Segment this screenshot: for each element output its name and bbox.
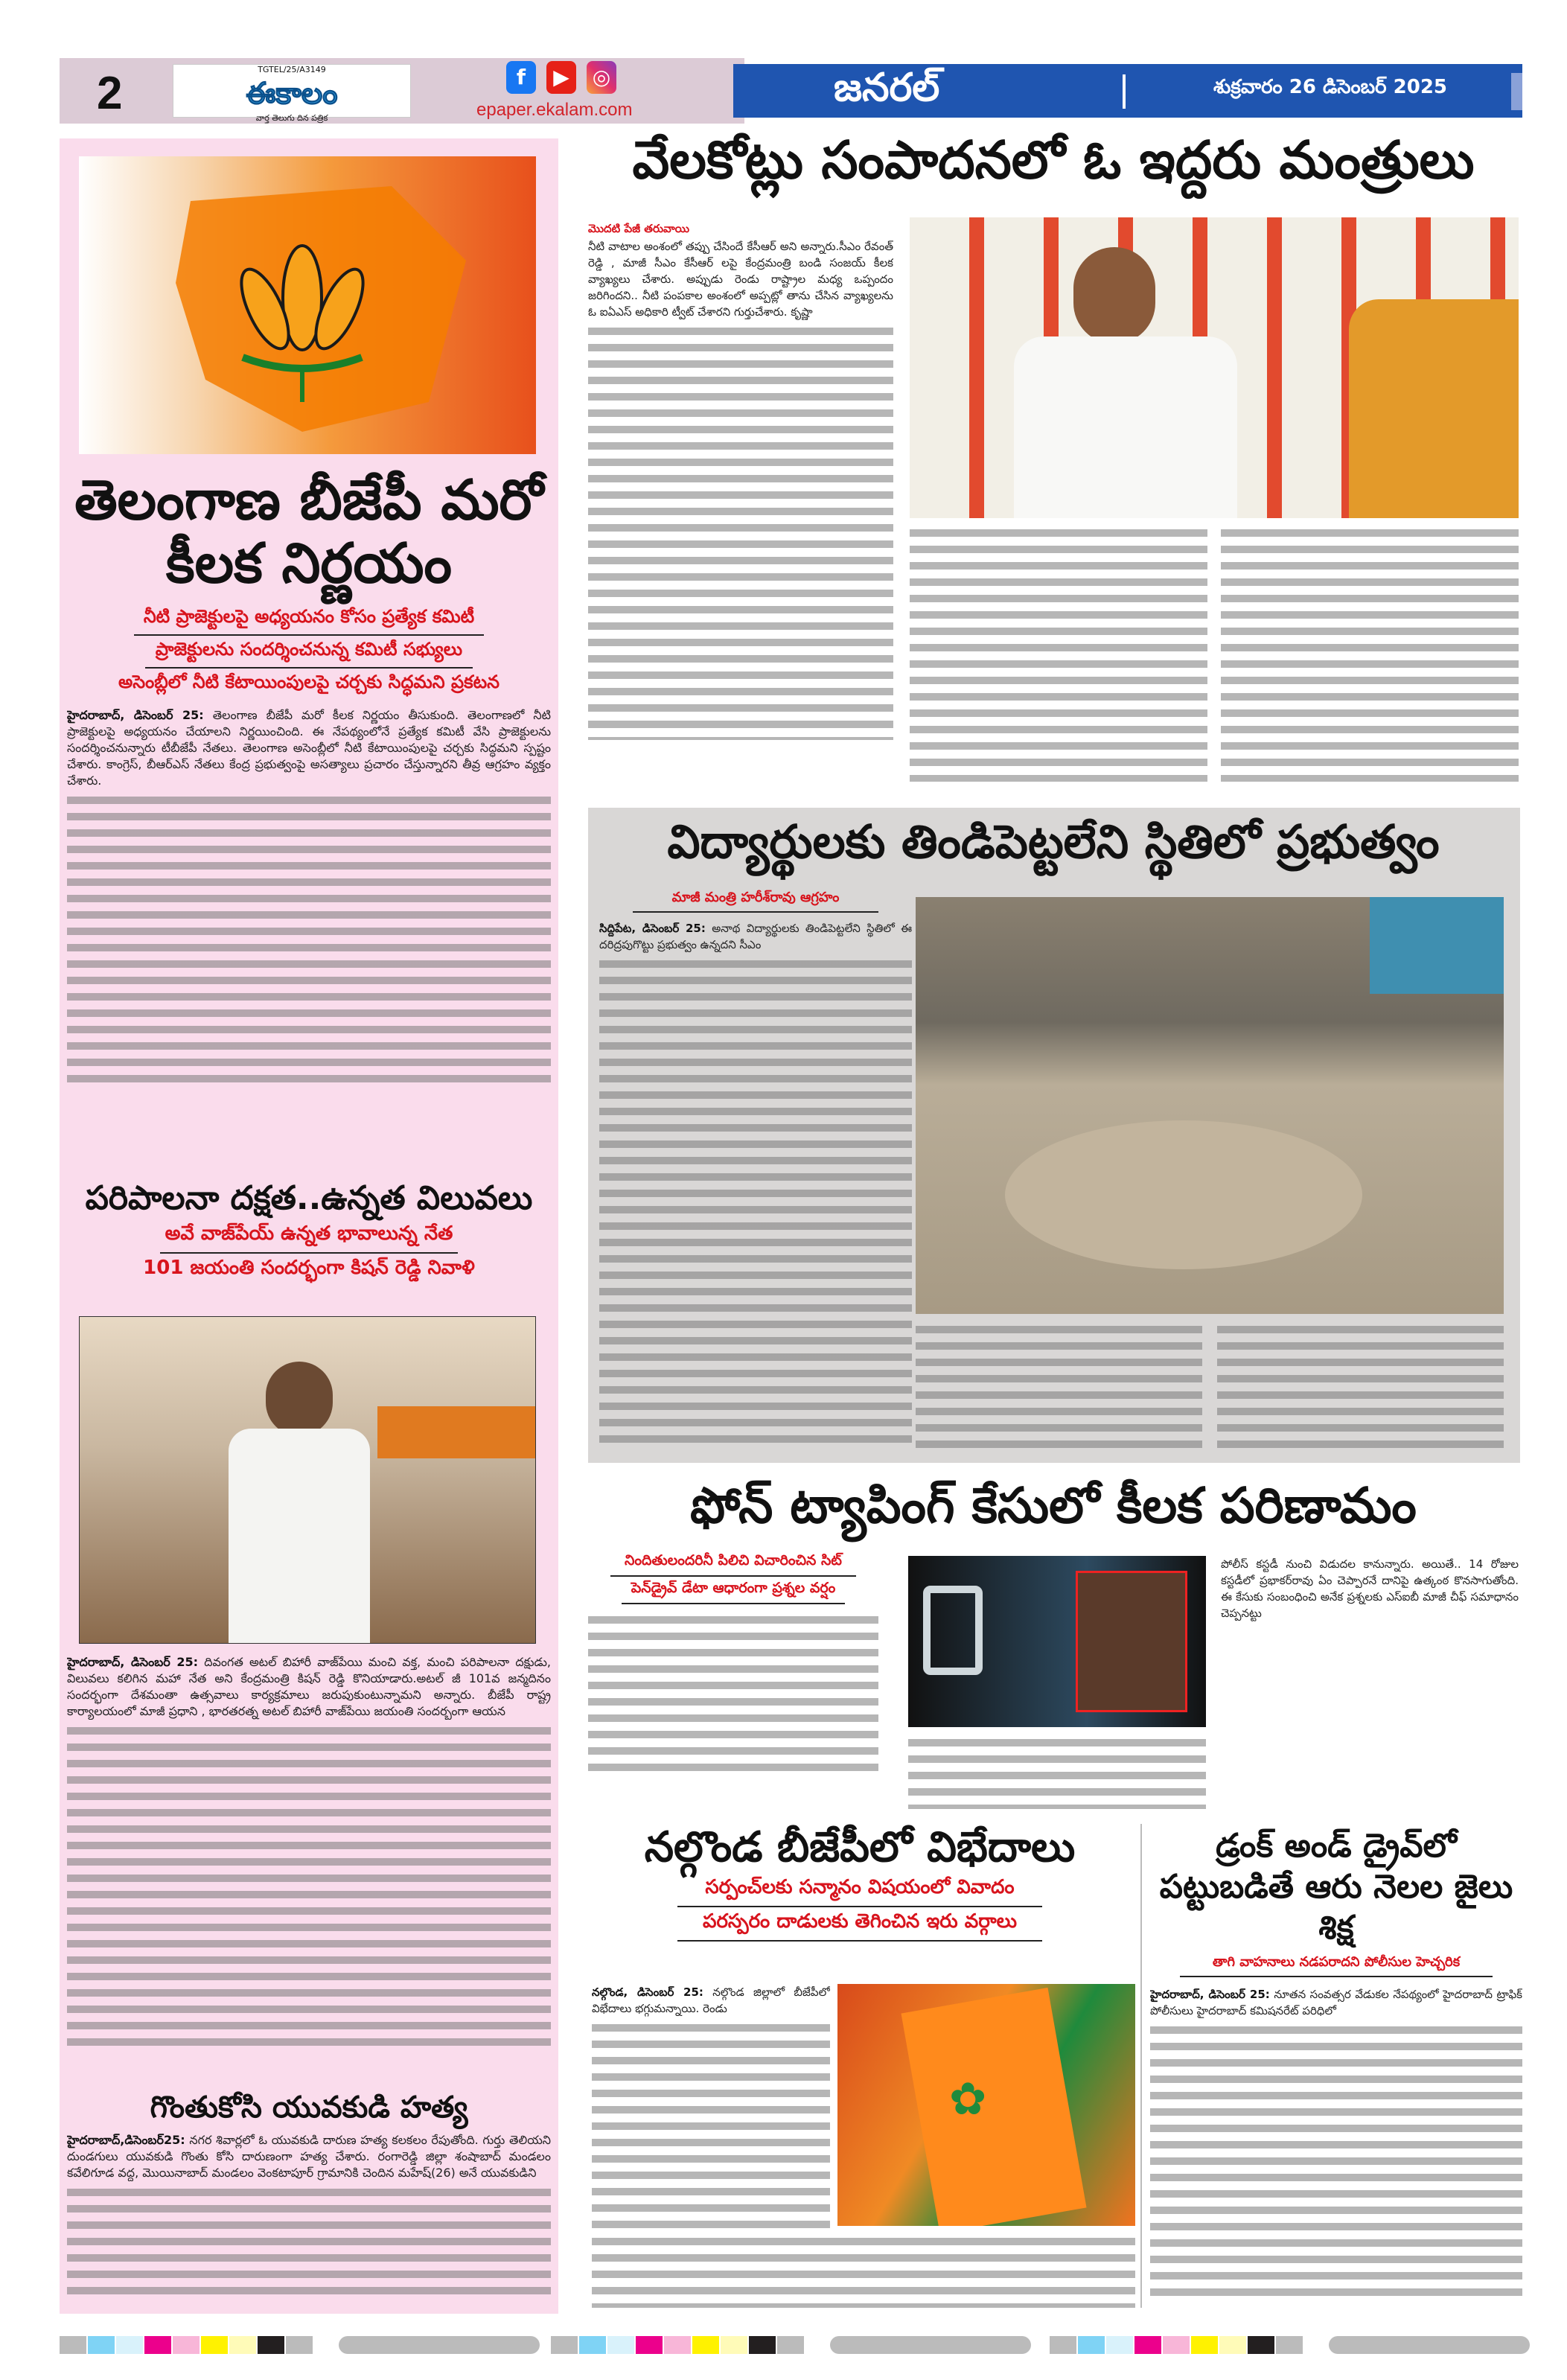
dateline: సిద్దిపేట, డిసెంబర్ 25: <box>599 922 706 935</box>
column-divider <box>1140 1824 1142 2308</box>
divider <box>1180 1976 1493 1977</box>
article-text: నల్గొండ జిల్లాలో బీజేపీలో విభేదాలు భగ్గుమన్నాయి. రెండు <box>592 1985 830 2015</box>
divider <box>145 667 473 669</box>
color-swatch <box>1248 2336 1274 2354</box>
color-swatch <box>607 2336 634 2354</box>
color-swatch <box>636 2336 663 2354</box>
article-text-col2 <box>916 1321 1202 1452</box>
divider <box>677 1940 1042 1942</box>
color-swatch <box>1276 2336 1303 2354</box>
subheadline: పెన్‌డ్రైవ్ డేటా ఆధారంగా ప్రశ్నల వర్షం <box>631 1580 836 1596</box>
color-swatch <box>692 2336 719 2354</box>
article-body <box>67 2132 551 2181</box>
article-text: దివంగత అటల్ బిహారీ వాజ్‌పేయి మంచి వక్త, మంచి పరిపాలనా దక్షుడు, విలువలు కలిగిన మహా నేత అని కేంద్రమంత్రి కిషన్ రెడ్డి కొనియాడారు.అటల్ జీ 101వ జన్మదినం సందర్భంగా దేశమంతా ఉత్సవాలు కార్యక్రమాలు జరుపుకుంటున్నామని అన్నారు. బీజేపీ రాష్ట్ర కార్యాలయంలో మాజీ ప్రధాని , భారతరత్న అటల్ బిహారీ వాజ్‌పేయి జయంతి సందర్భంగా ఆయన <box>67 1655 551 1718</box>
gray-pill <box>830 2336 1031 2354</box>
divider <box>134 634 484 636</box>
dateline: హైదరాబాద్, డిసెంబర్ 25: <box>67 708 204 723</box>
gray-pill <box>1329 2336 1530 2354</box>
article-text-col2 <box>910 525 1207 782</box>
article-text <box>588 1612 878 1776</box>
subheadline: మాజీ మంత్రి హరీశ్‌రావు ఆగ్రహం <box>671 890 840 905</box>
article-text-continued <box>588 323 893 740</box>
color-swatch <box>60 2336 86 2354</box>
color-swatch <box>721 2336 747 2354</box>
social-icons <box>506 61 616 94</box>
kicker: మొదటి పేజీ తరువాయి <box>588 222 690 235</box>
color-swatch <box>173 2336 200 2354</box>
color-swatch <box>144 2336 171 2354</box>
color-swatch <box>229 2336 256 2354</box>
color-swatch <box>201 2336 228 2354</box>
article-text-col3 <box>1221 525 1519 782</box>
article-body <box>1150 1986 1522 2019</box>
subheadline: అవే వాజ్‌పేయ్ ఉన్నత భావాలున్న నేత <box>165 1222 453 1245</box>
headline-drunk-drive[interactable]: డ్రంక్ అండ్ డ్రైవ్‌లో పట్టుబడితే ఆరు నెలల జైలు శిక్ష <box>1159 1827 1513 1947</box>
bar-stub <box>1511 73 1522 110</box>
color-swatch <box>116 2336 143 2354</box>
students-meal-photo <box>916 897 1504 1314</box>
subheadline: ప్రాజెక్టులను సందర్శించనున్న కమిటీ సభ్యులు <box>155 639 463 660</box>
article-text-continued <box>67 792 551 1082</box>
article-body: పోలీస్ కస్టడీ నుంచి విడుదల కానున్నారు. అయితే.. 14 రోజుల కస్టడీలో ప్రభాకర్‌రావు ఏం చెప్పారనే దానిపై ఉత్కంఠ కొనసాగుతోంది. ఈ కేసుకు సంబంధించి అనేక ప్రశ్నలకు ఎస్ఐబీ మాజీ చీఫ్ సమాధానం చెప్పనట్టు <box>1221 1557 1519 1620</box>
divider <box>622 1603 845 1604</box>
bandi-sanjay-photo <box>910 217 1519 518</box>
bjp-telangana-image <box>79 156 536 454</box>
bjp-flag-photo <box>837 1984 1135 2226</box>
article-text-continued <box>592 2233 1135 2308</box>
page-number: 2 <box>97 68 123 119</box>
dateline: హైదరాబాద్, డిసెంబర్ 25: <box>67 1655 199 1669</box>
headline-ministers[interactable]: వేలకోట్లు సంపాదనలో ఓ ఇద్దరు మంత్రులు <box>632 130 1475 191</box>
color-swatch <box>1106 2336 1133 2354</box>
article-text-continued <box>599 956 912 1447</box>
subheadline: 101 జయంతి సందర్భంగా కిషన్ రెడ్డి నివాళి <box>143 1256 475 1279</box>
article-text-continued <box>592 2020 830 2236</box>
article-text-col2 <box>908 1735 1206 1809</box>
color-swatch <box>749 2336 776 2354</box>
gray-pill <box>339 2336 540 2354</box>
color-swatch <box>777 2336 804 2354</box>
subheadline: నిందితులందరినీ పిలిచి విచారించిన సిట్ <box>625 1552 842 1569</box>
reg-number: TGTEL/25/A3149 <box>258 65 326 74</box>
headline-telangana-bjp[interactable]: తెలంగాణ బీజేపీ మరో కీలక నిర్ణయం <box>74 468 543 596</box>
color-swatch <box>1050 2336 1076 2354</box>
logo-tagline: వార్త తెలుగు దిన పత్రిక <box>255 113 328 123</box>
logo-text: ఈకాలం <box>246 77 338 111</box>
article-body <box>599 920 912 953</box>
article-text: తెలంగాణ బీజేపీ మరో కీలక నిర్ణయం తీసుకుంది. తెలంగాణలో నీటి ప్రాజెక్టులపై అధ్యయనం చేయాలని నిర్ణయించింది. ఈ నేపథ్యంలోనే ప్రత్యేక కమిటీ వేసి ప్రాజెక్టులను సందర్శించనున్నారు టీబీజేపీ నేతలు. తెలంగాణ అసెంబ్లీలో నీటి కేటాయింపులపై చర్చకు సిద్ధమని స్పష్టం చేశారు. కాంగ్రెస్, బీఆర్ఎస్ నేతలు కేంద్ర ప్రభుత్వంపై అసత్యాలు ప్రచారం చేస్తున్నారని తీవ్ర ఆగ్రహం వ్యక్తం చేశారు. <box>67 708 551 788</box>
article-text: అనాథ విద్యార్థులకు తిండిపెట్టలేని స్థితిలో ఈ దరిద్రపుగొట్టు ప్రభుత్వం ఉన్నదని సీఎం <box>599 922 912 951</box>
divider <box>610 1575 856 1577</box>
color-swatch <box>1134 2336 1161 2354</box>
headline-students[interactable]: విద్యార్థులకు తిండిపెట్టలేని స్థితిలో ప్రభుత్వం <box>667 814 1440 869</box>
color-swatch <box>1191 2336 1218 2354</box>
color-swatch <box>1219 2336 1246 2354</box>
issue-date: శుక్రవారం 26 డిసెంబర్ 2025 <box>1213 76 1448 98</box>
subheadline: తాగి వాహనాలు నడపరాదని పోలీసుల హెచ్చరిక <box>1212 1954 1461 1970</box>
headline-vajpayee[interactable]: పరిపాలనా దక్షత..ఉన్నత విలువలు <box>85 1179 533 1217</box>
divider <box>1123 74 1126 109</box>
article-body <box>592 1984 830 2017</box>
color-swatch <box>258 2336 284 2354</box>
subheadline: సర్పంచ్‌లకు సన్మానం విషయంలో వివాదం <box>705 1876 1015 1899</box>
section-title: జనరల్ <box>834 66 940 110</box>
article-text-continued <box>1150 2022 1522 2305</box>
article-text: నూతన సంవత్సర వేడుకల నేపథ్యంలో హైదరాబాద్ ట్రాఫిక్ పోలీసులు హైదరాబాద్ కమిషనరేట్ పరిధిలో <box>1150 1988 1522 2017</box>
headline-phone-tapping[interactable]: ఫోన్ ట్యాపింగ్ కేసులో కీలక పరిణామం <box>690 1477 1417 1534</box>
color-swatch <box>664 2336 691 2354</box>
color-swatch <box>1078 2336 1105 2354</box>
article-text-continued <box>67 1723 551 2050</box>
article-body <box>67 707 551 789</box>
newspaper-logo[interactable] <box>173 64 411 123</box>
divider <box>160 1252 458 1254</box>
headline-nalgonda[interactable]: నల్గొండ బీజేపీలో విభేదాలు <box>644 1823 1076 1872</box>
color-swatch <box>286 2336 313 2354</box>
youtube-icon[interactable]: ▶ <box>546 61 576 94</box>
article-text: నగర శివార్లలో ఓ యువకుడి దారుణ హత్య కలకలం రేపుతోంది. గుర్తు తెలియని దుండగులు యువకుడి గొంతు కోసి దారుణంగా హత్య చేశారు. రంగారెడ్డి జిల్లా శంషాబాద్ మండలం కవేలిగూడ వద్ద, మొయినాబాద్ మండలం వెంకటాపూర్ గ్రామానికి చెందిన మహేష్(26) అనే యువకుడిని <box>67 2133 551 2180</box>
article-body <box>67 1654 551 1720</box>
divider <box>633 911 878 913</box>
instagram-icon[interactable]: ◎ <box>587 61 616 94</box>
subheadline: నీటి ప్రాజెక్టులపై అధ్యయనం కోసం ప్రత్యేక కమిటీ <box>143 606 475 628</box>
color-swatch <box>579 2336 606 2354</box>
color-swatch <box>551 2336 578 2354</box>
bjp-flag-lotus-icon: ✿ <box>949 2073 987 2125</box>
phone-tapping-photo <box>908 1556 1206 1727</box>
subheadline: పరస్పరం దాడులకు తెగించిన ఇరు వర్గాలు <box>703 1910 1017 1933</box>
facebook-icon[interactable]: f <box>506 61 536 94</box>
lotus-icon <box>79 156 536 454</box>
dateline: నల్గొండ, డిసెంబర్ 25: <box>592 1985 703 1999</box>
article-text-col3 <box>1217 1321 1504 1452</box>
article-text-continued <box>67 2184 551 2296</box>
website-link[interactable]: epaper.ekalam.com <box>476 100 633 120</box>
color-swatch <box>88 2336 115 2354</box>
dateline: హైదరాబాద్,డిసెంబర్25: <box>67 2133 185 2147</box>
headline-murder[interactable]: గొంతుకోసి యువకుడి హత్య <box>150 2090 468 2125</box>
kishan-reddy-photo <box>79 1316 536 1644</box>
subheadline: అసెంబ్లీలో నీటి కేటాయింపులపై చర్చకు సిద్ధమని ప్రకటన <box>118 671 500 693</box>
article-body: నీటి వాటాల అంశంలో తప్పు చేసిందే కేసీఆర్ అని అన్నారు.సీఎం రేవంత్ రెడ్డి , మాజీ సీఎం కేసీఆర్ లపై కేంద్రమంత్రి బండి సంజయ్ కీలక వ్యాఖ్యలు చేశారు. అప్పుడు రెండు రాష్ట్రాల మధ్య ఒప్పందం జరిగిందని.. నీటి పంపకాల అంశంలో అప్పట్లో తాను చేసిన వ్యాఖ్యలను ఓ ఐఏఎస్ అధికారి ట్వీట్ చేశారని గుర్తుచేశారు. కృష్ణా <box>588 240 893 319</box>
divider <box>677 1906 1042 1907</box>
color-swatch <box>1163 2336 1190 2354</box>
dateline: హైదరాబాద్, డిసెంబర్ 25: <box>1150 1988 1270 2001</box>
